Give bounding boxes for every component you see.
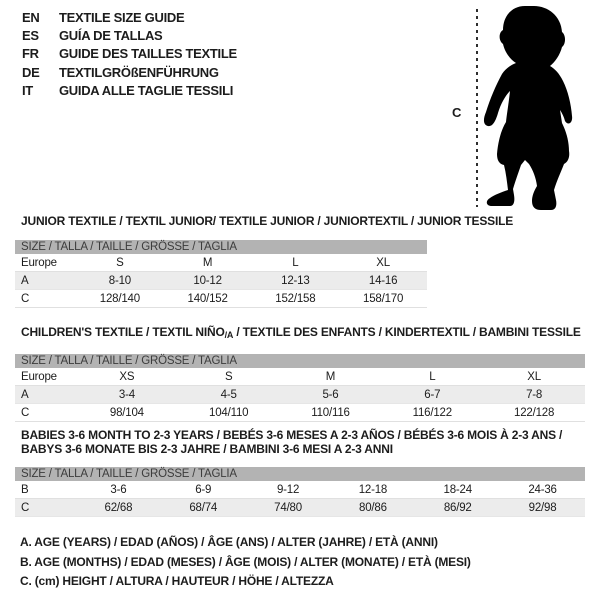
children-table-rows (15, 368, 585, 422)
children-table-section (15, 325, 585, 422)
table-cell: L (429, 370, 436, 383)
table-cell: 152/158 (275, 292, 316, 305)
height-measure-label: C (452, 105, 462, 120)
babies-table-section (15, 428, 585, 517)
junior-table-title: JUNIOR TEXTILE / TEXTIL JUNIOR/ TEXTILE JUNIOR / JUNIORTEXTIL / JUNIOR TESSILE (21, 214, 514, 228)
table-cell: 3-6 (110, 483, 127, 496)
table-cell: S (224, 370, 233, 383)
table-cell: 7-8 (526, 388, 543, 401)
table-cell: XS (119, 370, 135, 383)
lang-code: EN (22, 9, 40, 25)
table-cell: 116/122 (412, 406, 452, 419)
lang-label: GUIDE DES TAILLES TEXTILE (59, 46, 237, 62)
table-cell: 74/80 (274, 501, 302, 514)
table-cell: 86/92 (443, 501, 472, 514)
table-cell: 3-4 (118, 388, 135, 401)
row-label: Europe (21, 370, 57, 383)
table-cell: 9-12 (276, 483, 300, 496)
junior-table-rows (15, 254, 427, 308)
lang-label: TEXTILE SIZE GUIDE (59, 9, 185, 25)
junior-table-section (15, 214, 514, 308)
table-row (15, 272, 427, 290)
row-label: C (21, 406, 30, 419)
table-cell: 10-12 (193, 274, 222, 287)
table-cell: 12-18 (358, 483, 388, 496)
lang-label: GUÍA DE TALLAS (59, 28, 163, 44)
table-cell: 6-9 (195, 483, 212, 496)
table-cell: M (202, 256, 213, 269)
table-row (15, 254, 427, 272)
baby-silhouette-icon (481, 3, 595, 211)
lang-label: TEXTILGRÖßENFÜHRUNG (59, 64, 219, 80)
table-cell: M (325, 370, 336, 383)
title-line-2: BABYS 3-6 MONATE BIS 2-3 JAHRE / BAMBINI 3-6 MESI A 2-3 ANNI (21, 442, 393, 456)
babies-table-rows (15, 481, 585, 517)
table-cell: S (116, 256, 124, 269)
row-label: C (21, 501, 30, 514)
table-row (15, 481, 585, 499)
table-row (15, 499, 585, 517)
row-label: B (21, 483, 29, 496)
lang-row-es (22, 26, 237, 44)
table-row (15, 404, 585, 422)
table-cell: XL (527, 370, 541, 383)
footnote-b: B. AGE (MONTHS) / EDAD (MESES) / ÂGE (MOIS) / ALTER (MONATE) / ETÀ (MESI) (20, 554, 471, 569)
table-cell: 4-5 (220, 388, 237, 401)
lang-code: ES (22, 28, 39, 44)
table-row (15, 290, 427, 308)
table-cell: L (292, 256, 299, 269)
table-row (15, 386, 585, 404)
table-cell: 110/116 (311, 406, 350, 419)
size-header-band: SIZE / TALLA / TAILLE / GRÖSSE / TAGLIA (15, 354, 585, 368)
table-cell: 68/74 (189, 501, 218, 514)
lang-row-it (22, 82, 237, 100)
table-cell: 12-13 (281, 274, 310, 287)
table-cell: 6-7 (424, 388, 441, 401)
size-header-band: SIZE / TALLA / TAILLE / GRÖSSE / TAGLIA (15, 240, 427, 254)
title-text: / TEXTILE DES ENFANTS / KINDERTEXTIL / BAMBINI TESSILE (233, 325, 581, 339)
table-cell: 18-24 (443, 483, 472, 496)
footnote-c: C. (cm) HEIGHT / ALTURA / HAUTEUR / HÖHE / ALTEZZA (20, 574, 334, 588)
title-line-1: BABIES 3-6 MONTH TO 2-3 YEARS / BEBÉS 3-6 MESES A 2-3 AÑOS / BÉBÉS 3-6 MOIS À 2-3 ANS / (21, 428, 563, 442)
lang-code: IT (22, 83, 33, 99)
footnotes-block (20, 533, 471, 592)
lang-code: DE (22, 64, 40, 80)
children-table-title (15, 325, 585, 342)
table-cell: 5-6 (322, 388, 339, 401)
lang-label: GUIDA ALLE TAGLIE TESSILI (59, 83, 234, 99)
row-label: C (21, 292, 30, 305)
table-cell: 158/170 (363, 292, 404, 305)
table-cell: 24-36 (528, 483, 557, 496)
babies-table-title (15, 428, 585, 456)
row-label: Europe (21, 256, 57, 269)
table-cell: 80/86 (359, 501, 387, 514)
language-title-block (22, 8, 237, 100)
table-cell: 8-10 (108, 274, 131, 287)
row-label: A (21, 274, 29, 287)
table-row (15, 368, 585, 386)
title-subscript: /A (224, 330, 234, 340)
lang-row-fr (22, 45, 237, 63)
lang-row-de (22, 63, 237, 81)
table-cell: 14-16 (368, 274, 398, 287)
height-dashed-line (476, 9, 478, 207)
size-header-band: SIZE / TALLA / TAILLE / GRÖSSE / TAGLIA (15, 467, 585, 481)
table-cell: 92/98 (528, 501, 557, 514)
lang-code: FR (22, 46, 39, 62)
table-cell: 140/152 (187, 292, 228, 305)
footnote-a: A. AGE (YEARS) / EDAD (AÑOS) / ÂGE (ANS) / ALTER (JAHRE) / ETÀ (ANNI) (20, 535, 438, 549)
table-cell: 122/128 (514, 406, 555, 419)
table-cell: 104/110 (209, 406, 249, 419)
lang-row-en (22, 8, 237, 26)
table-cell: 128/140 (99, 292, 140, 305)
table-cell: 62/68 (104, 501, 133, 514)
row-label: A (21, 388, 29, 401)
table-cell: 98/104 (109, 406, 144, 419)
table-cell: XL (376, 256, 390, 269)
title-text: CHILDREN'S TEXTILE / TEXTIL NIÑO (21, 325, 225, 339)
